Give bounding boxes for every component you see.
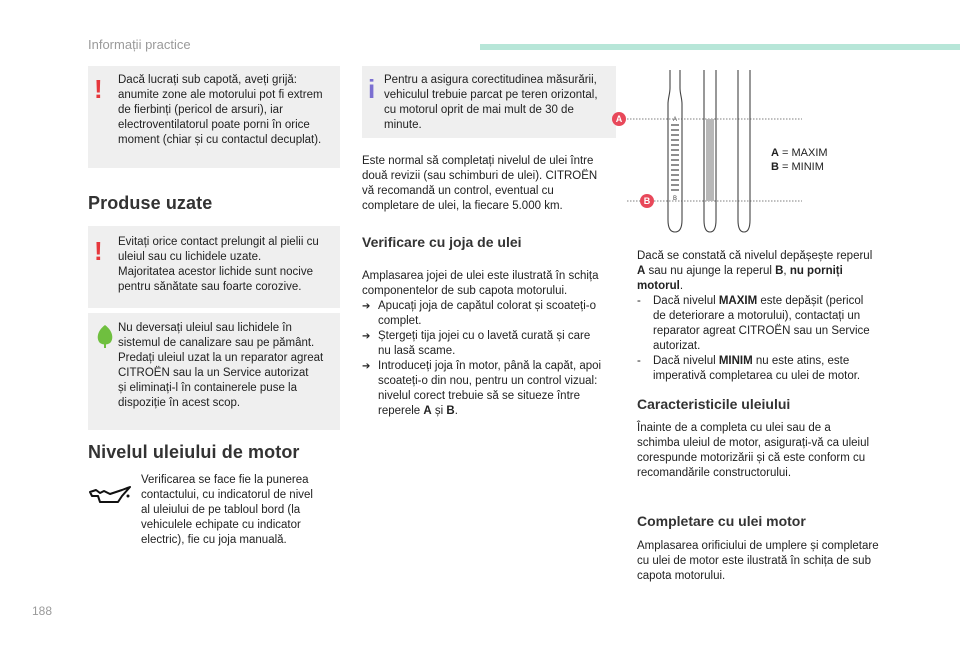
warning-icon: ! (94, 74, 103, 104)
section-title-used-products: Produse uzate (88, 193, 213, 213)
section-title-oil-level: Nivelul uleiului de motor (88, 442, 300, 462)
intro-text: Este normal să completați nivelul de ulei între două revizii (sau schimburi de ulei). CITROËN vă recomandă un control, eventual cu completare de ulei, la fiecare 5.000 km. (362, 155, 598, 212)
list-item: ➔ Apucați joja de capătul colorat și scoateți-o complet. (362, 300, 596, 327)
topup-text: Amplasarea orificiului de umplere și completare cu ulei de motor este ilustrată în schița de sub capota motorului. (637, 540, 879, 582)
oil-level-text: Verificarea se face fie la punerea contactului, cu indicatorul de nivel al uleiului de pe tabloul bord (la vehiculele echipate cu indicator electric), fie cu joja manuală. (141, 474, 313, 546)
info-box-measurement: i Pentru a asigura corectitudinea măsurării, vehiculul trebuie parcat pe teren orizontal, cu motorul oprit de mai mult de 30 de minute. (362, 66, 616, 138)
eco-leaf-icon (94, 323, 116, 349)
section-title-topup: Completare cu ulei motor (637, 513, 806, 529)
warning-box-hot-engine: ! Dacă lucrați sub capotă, aveți grijă: anumite zone ale motorului pot fi extrem de fierbinți (pericol de arsuri), iar electroventilatorul poate porni în orice moment (chiar și cu contactul decuplat). (88, 66, 340, 168)
dash-bullet: - (637, 295, 641, 307)
dash-bullet: - (637, 355, 641, 367)
mark-b: B (672, 196, 678, 202)
header-accent-bar (480, 44, 960, 50)
badge-b: B (640, 194, 654, 208)
running-header: Informații practice (88, 37, 191, 52)
section-title-dipstick: Verificare cu joja de ulei (362, 234, 522, 250)
warning-icon: ! (94, 236, 103, 266)
list-item: ➔ Introduceți joja în motor, până la capăt, apoi scoateți-o din nou, pentru un control vizual: nivelul corect trebuie să se situeze între reperele A și B. (362, 360, 602, 417)
legend: A = MAXIM B = MINIM (771, 147, 828, 173)
arrow-bullet-icon: ➔ (362, 301, 371, 312)
section-title-characteristics: Caracteristicile uleiului (637, 396, 791, 412)
arrow-bullet-icon: ➔ (362, 331, 371, 342)
page-number: 188 (32, 604, 53, 618)
level-text: Dacă se constată că nivelul depășește reperul A sau nu ajunge la reperul B, nu porniți motorul. - Dacă nivelul MAXIM este depășit (pericol de deteriorare a motorului), contactați un reparator agreat CITROËN sau un Service autorizat. - Dacă nivelul MINIM nu este atins, este imperativă completarea cu ulei de motor. (637, 249, 905, 384)
characteristics-text: Înainte de a completa cu ulei sau de a schimba uleiul de motor, asigurați-vă ca uleiul corespunde motorizării și că este conform cu recomandările constructorului. (637, 422, 870, 479)
list-item: ➔ Ștergeți tija jojei cu o lavetă curată și care nu lasă scame. (362, 330, 591, 357)
list-item: - Dacă nivelul MINIM nu este atins, este imperativă completarea cu ulei de motor. (637, 355, 861, 382)
mark-a: A (672, 117, 678, 123)
info-icon: i (368, 74, 376, 104)
oil-can-icon (88, 484, 132, 506)
arrow-bullet-icon: ➔ (362, 361, 371, 372)
list-item: - Dacă nivelul MAXIM este depășit (pericol de deteriorare a motorului), contactați un reparator agreat CITROËN sau un Service autorizat. (637, 295, 870, 352)
badge-a: A (612, 112, 626, 126)
warning-box-used-fluids: ! Evitați orice contact prelungit al pielii cu uleiul sau cu lichidele uzate. Majoritatea acestor lichide sunt nocive pentru sănătate sau foarte corozive. (88, 226, 340, 308)
dipstick-text: Amplasarea jojei de ulei este ilustrată în schița componentelor de sub capota motorului. ➔ Apucați joja de capătul colorat și scoateți-o complet. ➔ Ștergeți tija jojei cu o lavetă curată și care nu lasă scame. ➔ Introduceți joja în motor, până la capăt, apoi scoateți-o din nou, pentru un control vizual: nivelul corect trebuie să se situeze între reperele A și B. (362, 269, 622, 419)
eco-box-disposal: Nu deversați uleiul sau lichidele în sistemul de canalizare sau pe pământ. Predați uleiul uzat la un reparator agreat CITROËN sau la un Service autorizat și eliminați-l în containerele puse la dispoziție în acest scop. (88, 313, 340, 430)
